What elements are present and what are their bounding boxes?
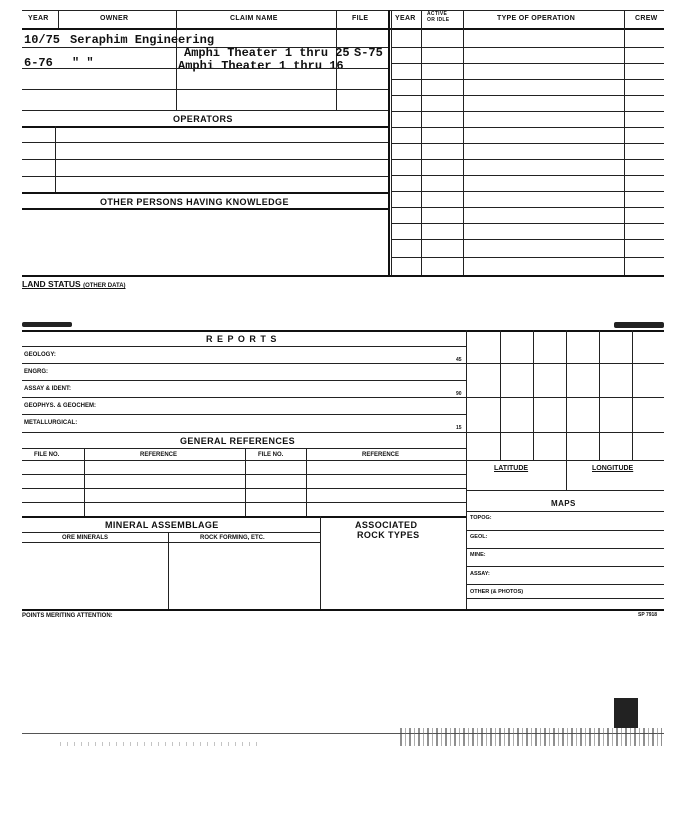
entry-date-2: 6-76 xyxy=(24,56,53,70)
col-active: ACTIVE xyxy=(427,11,448,17)
rule xyxy=(391,127,664,128)
rock-forming-label: ROCK FORMING, ETC. xyxy=(200,535,265,541)
scan-noise xyxy=(400,728,662,746)
rule xyxy=(22,275,664,277)
rule xyxy=(22,28,664,30)
rule xyxy=(391,47,664,48)
rule xyxy=(176,10,177,110)
ore-minerals-label: ORE MINERALS xyxy=(62,535,109,541)
mineral-assemblage-title: MINERAL ASSEMBLAGE xyxy=(105,520,219,530)
rule xyxy=(599,330,600,460)
maps-title: MAPS xyxy=(551,499,576,508)
rule xyxy=(466,548,664,549)
col-owner: OWNER xyxy=(100,15,129,22)
rule xyxy=(466,566,664,567)
rule xyxy=(22,609,664,611)
rule xyxy=(566,330,567,490)
rule xyxy=(466,511,664,512)
land-status-label: LAND STATUS xyxy=(22,279,81,289)
rock-types-label: ROCK TYPES xyxy=(357,530,420,540)
land-status-sub: (OTHER DATA) xyxy=(83,283,126,289)
maps-other: OTHER (& PHOTOS) xyxy=(470,589,524,595)
rule xyxy=(466,432,664,433)
entry-claim-2: Amphi Theater 1 thru 25 xyxy=(184,46,350,60)
col-claim-name: CLAIM NAME xyxy=(230,15,278,22)
rule xyxy=(22,68,388,69)
rule xyxy=(22,192,388,194)
col-or-idle: OR IDLE xyxy=(427,17,450,23)
rule xyxy=(466,460,664,461)
rule xyxy=(391,111,664,112)
rule xyxy=(466,397,664,398)
entry-file-2: S-75 xyxy=(354,46,383,60)
rule xyxy=(22,542,320,543)
col-type-of-operation: TYPE OF OPERATION xyxy=(497,15,576,22)
report-num-90: 90 xyxy=(456,391,462,397)
rule xyxy=(22,516,466,518)
rule xyxy=(391,143,664,144)
report-engrg: ENGRG: xyxy=(24,369,48,375)
maps-mine: MINE: xyxy=(470,552,486,558)
entry-claim-3: Amphi Theater 1 thru 16 xyxy=(178,59,344,73)
gr-col-reference: REFERENCE xyxy=(140,452,178,458)
rule xyxy=(466,598,664,599)
rule xyxy=(466,490,664,491)
rule xyxy=(22,397,466,398)
ink-mark xyxy=(614,322,664,328)
gr-col-file-no: FILE NO. xyxy=(34,452,60,458)
rule xyxy=(58,10,59,28)
maps-topog: TOPOG: xyxy=(470,515,492,521)
rule xyxy=(391,63,664,64)
rule xyxy=(391,159,664,160)
report-num-45: 45 xyxy=(456,357,462,363)
rule xyxy=(466,530,664,531)
form-number: SP 7918 xyxy=(638,612,658,618)
rule xyxy=(84,448,85,516)
report-geology: GEOLOGY: xyxy=(24,352,56,358)
rule xyxy=(466,363,664,364)
rule xyxy=(22,330,664,332)
gr-col-file-no-2: FILE NO. xyxy=(258,452,284,458)
rule xyxy=(22,10,664,11)
latitude-label: LATITUDE xyxy=(494,465,529,472)
rule xyxy=(391,79,664,80)
general-references-title: GENERAL REFERENCES xyxy=(180,436,296,446)
col-year2: YEAR xyxy=(395,15,416,22)
rule xyxy=(22,488,466,489)
rule xyxy=(391,191,664,192)
maps-assay: ASSAY: xyxy=(470,571,490,577)
rule xyxy=(632,330,633,460)
ink-mark xyxy=(614,698,638,728)
rule xyxy=(22,142,388,143)
ink-mark xyxy=(22,322,72,327)
operators-label: OPERATORS xyxy=(173,114,233,124)
rule xyxy=(22,346,466,347)
rule xyxy=(500,330,501,460)
land-status xyxy=(22,279,126,289)
rule xyxy=(391,257,664,258)
rule xyxy=(22,474,466,475)
rule xyxy=(22,502,466,503)
rule xyxy=(388,10,390,275)
rule xyxy=(22,363,466,364)
entry-owner-2: " " xyxy=(72,56,94,70)
rule xyxy=(22,380,466,381)
maps-geol: GEOL: xyxy=(470,534,488,540)
rule xyxy=(391,207,664,208)
entry-owner-1: Seraphim Engineering xyxy=(70,33,215,47)
rule xyxy=(320,516,321,609)
col-crew: CREW xyxy=(635,15,658,22)
col-file: FILE xyxy=(352,15,369,22)
report-num-15: 15 xyxy=(456,425,462,431)
points-meriting-label: POINTS MERITING ATTENTION: xyxy=(22,613,113,619)
other-persons-label: OTHER PERSONS HAVING KNOWLEDGE xyxy=(100,197,289,207)
rule xyxy=(533,330,534,460)
rule xyxy=(466,584,664,585)
rule xyxy=(306,448,307,516)
rule xyxy=(391,175,664,176)
rule xyxy=(22,460,466,461)
rule xyxy=(22,89,388,90)
rule xyxy=(22,126,388,128)
rule xyxy=(168,532,169,609)
rule xyxy=(22,432,466,433)
entry-date-1: 10/75 xyxy=(24,33,61,47)
associated-label: ASSOCIATED xyxy=(355,520,418,530)
rule xyxy=(22,532,320,533)
rule xyxy=(22,414,466,415)
rule xyxy=(22,176,388,177)
col-year: YEAR xyxy=(28,15,49,22)
report-metallurgical: METALLURGICAL: xyxy=(24,420,78,426)
rule xyxy=(22,448,466,449)
rule xyxy=(391,239,664,240)
reports-title: R E P O R T S xyxy=(206,334,278,344)
rule xyxy=(22,159,388,160)
rule xyxy=(466,330,467,610)
rule xyxy=(245,448,246,516)
gr-col-reference-2: REFERENCE xyxy=(362,452,400,458)
rule xyxy=(22,208,388,210)
report-assay: ASSAY & IDENT: xyxy=(24,386,72,392)
report-geophys: GEOPHYS. & GEOCHEM: xyxy=(24,403,97,409)
longitude-label: LONGITUDE xyxy=(592,465,634,472)
rule xyxy=(22,110,388,111)
rule xyxy=(391,95,664,96)
scan-noise xyxy=(60,742,260,746)
rule xyxy=(391,223,664,224)
